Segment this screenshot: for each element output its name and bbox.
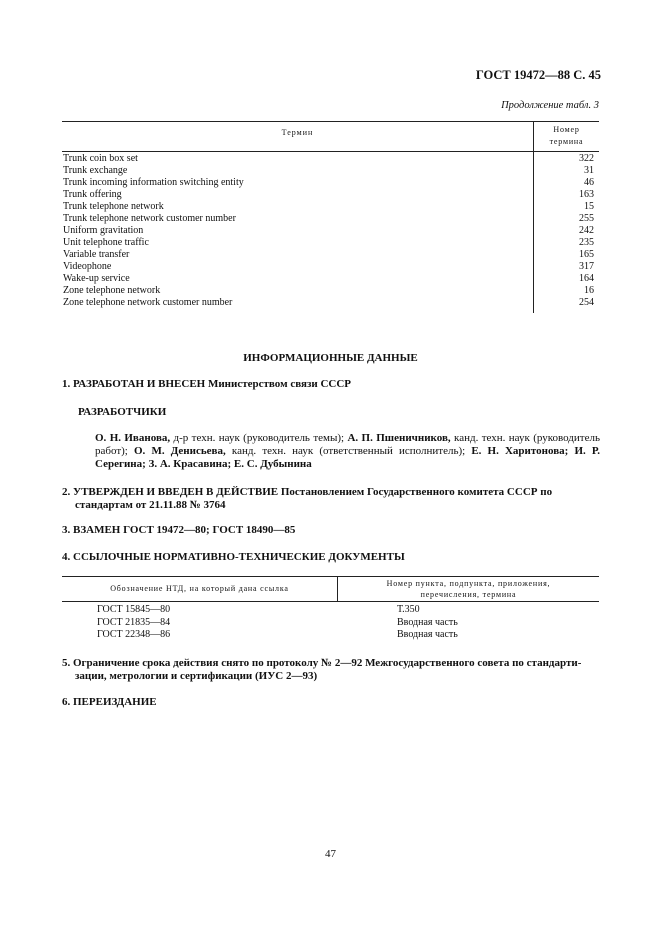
term-cell: Trunk telephone network <box>63 201 164 212</box>
table-row <box>62 261 599 273</box>
section-5-line2: зации, метрологии и сертификации (ИУС 2—93) <box>75 670 318 682</box>
term-number-cell: 255 <box>579 213 594 224</box>
term-number-cell: 165 <box>579 249 594 260</box>
ntd-doc-cell: ГОСТ 21835—84 <box>97 616 171 628</box>
term-number-cell: 242 <box>579 225 594 236</box>
section-3-replaces: 3. ВЗАМЕН ГОСТ 19472—80; ГОСТ 18490—85 <box>62 524 296 536</box>
ntd-doc-cell: ГОСТ 15845—80 <box>97 604 171 615</box>
section-2-approved <box>62 486 602 512</box>
table-row <box>62 237 599 249</box>
section-2-line1: 2. УТВЕРЖДЕН И ВВЕДЕН В ДЕЙСТВИЕ Постановлением Государственного комитета СССР по <box>62 486 553 498</box>
table-row <box>62 201 599 213</box>
number-header-line1: Номер <box>553 125 580 134</box>
section-5-line1: 5. Ограничение срока действия снято по протоколу № 2—92 Межгосударственного совета по стандарти- <box>62 657 582 669</box>
term-column-header: Термин <box>281 128 314 137</box>
table-row <box>62 165 599 177</box>
term-cell: Zone telephone network <box>63 285 161 296</box>
developer-name: О. М. Денисьева, <box>134 445 226 457</box>
ntd-ref-cell: Вводная часть <box>397 616 458 628</box>
term-number-cell: 254 <box>579 297 594 308</box>
developer-name: А. П. Пшеничников, <box>347 432 451 444</box>
table-row <box>62 177 599 189</box>
developer-name: Е. Н. Харитонова; И. Р. Серегина; З. А. Красавина; Е. С. Дубынина <box>95 445 600 470</box>
number-column-header <box>534 124 599 148</box>
term-cell: Zone telephone network customer number <box>63 297 233 308</box>
term-cell: Unit telephone traffic <box>63 237 149 248</box>
indent-spacer <box>62 629 97 642</box>
table-row <box>62 604 599 617</box>
standard-header: ГОСТ 19472—88 С. 45 <box>475 68 601 82</box>
developers-heading: РАЗРАБОТЧИКИ <box>78 406 167 418</box>
developer-role: д-р техн. наук (руководитель темы); <box>170 432 348 444</box>
ntd-doc-column-header: Обозначение НТД, на который дана ссылка <box>110 584 289 593</box>
term-cell: Videophone <box>63 261 112 272</box>
table-row <box>62 285 599 297</box>
section-5-validity <box>62 657 602 683</box>
table-row <box>62 297 599 309</box>
term-cell: Trunk offering <box>63 189 122 200</box>
table-row <box>62 189 599 201</box>
ntd-ref-column-header <box>338 578 599 600</box>
section-2-line2: стандартам от 21.11.88 № 3764 <box>75 499 226 511</box>
term-table-body <box>62 153 599 309</box>
number-header-line2: термина <box>549 137 584 146</box>
term-number-cell: 16 <box>584 285 594 296</box>
developer-role: канд. техн. наук (ответственный исполнитель); <box>225 445 472 457</box>
term-number-cell: 46 <box>584 177 594 188</box>
info-section-title: ИНФОРМАЦИОННЫЕ ДАННЫЕ <box>243 352 418 364</box>
term-number-cell: 31 <box>584 165 594 176</box>
indent-spacer <box>62 617 97 630</box>
term-number-cell: 235 <box>579 237 594 248</box>
ntd-ref-cell: Вводная часть <box>397 629 458 640</box>
term-cell: Uniform gravitation <box>63 225 144 236</box>
section-6-reissue: 6. ПЕРЕИЗДАНИЕ <box>62 696 157 708</box>
term-cell: Wake-up service <box>63 273 130 284</box>
term-table-top-rule <box>62 121 599 122</box>
term-cell: Trunk exchange <box>63 165 128 176</box>
table-row <box>62 273 599 285</box>
term-cell: Trunk telephone network customer number <box>63 213 236 224</box>
term-table-header-rule <box>62 151 599 152</box>
term-number-cell: 163 <box>579 189 594 200</box>
ntd-table-header-rule <box>62 601 599 602</box>
ntd-table-body <box>62 604 599 642</box>
term-cell: Trunk coin box set <box>63 153 138 164</box>
developers-list <box>95 432 600 471</box>
indent-spacer <box>62 604 97 617</box>
table-row <box>62 225 599 237</box>
term-cell: Trunk incoming information switching entity <box>63 177 244 188</box>
term-cell: Variable transfer <box>63 249 130 260</box>
section-4-references: 4. ССЫЛОЧНЫЕ НОРМАТИВНО-ТЕХНИЧЕСКИЕ ДОКУМЕНТЫ <box>62 551 405 563</box>
developer-role: канд. техн. наук (руководитель работ); <box>95 432 600 457</box>
ntd-table-top-rule <box>62 576 599 577</box>
ntd-ref-cell: Т.350 <box>397 604 420 615</box>
table-row <box>62 629 599 642</box>
ntd-doc-cell: ГОСТ 22348—86 <box>97 629 171 640</box>
table-row <box>62 213 599 225</box>
term-number-cell: 15 <box>584 201 594 212</box>
page-number: 47 <box>325 848 336 860</box>
term-number-cell: 322 <box>579 153 594 164</box>
ntd-ref-header-line1: Номер пункта, подпункта, приложения, <box>386 579 551 588</box>
developer-name: О. Н. Иванова, <box>95 432 171 444</box>
section-1-developed: 1. РАЗРАБОТАН И ВНЕСЕН Министерством связи СССР <box>62 378 352 390</box>
table-continuation-note: Продолжение табл. 3 <box>501 100 599 111</box>
ntd-ref-header-line2: перечисления, термина <box>420 590 517 599</box>
term-number-cell: 164 <box>579 273 594 284</box>
table-row <box>62 249 599 261</box>
table-row <box>62 153 599 165</box>
term-number-cell: 317 <box>579 261 594 272</box>
table-row <box>62 617 599 630</box>
